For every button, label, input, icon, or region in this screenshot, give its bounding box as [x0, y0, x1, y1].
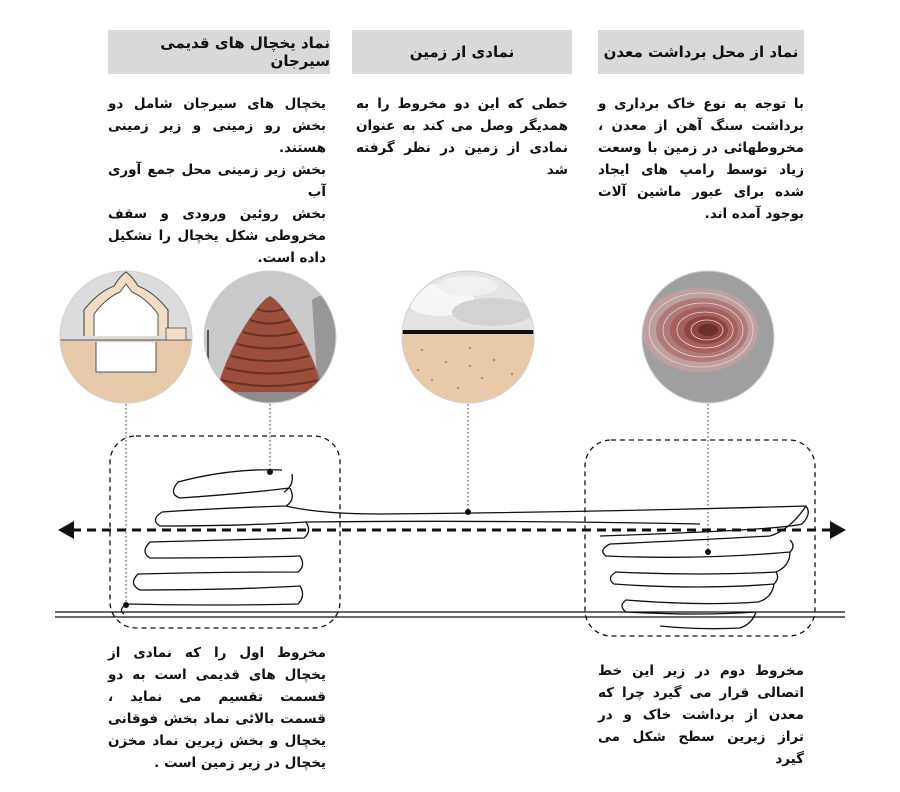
- text-right-top: با توجه به نوع خاک برداری و برداشت سنگ آهن از معدن ، مخروطهائی در زمین با وسعت زیاد توسط رامپ های ایجاد شده برای عبور ماشین آلات بوجود آمده اند.: [598, 96, 804, 222]
- left-cone-frame: [110, 436, 340, 628]
- header-middle-text: نمادی از زمین: [409, 43, 515, 61]
- right-cone-spiral: [603, 506, 806, 629]
- left-cone-spiral: [121, 470, 808, 614]
- text-left-top: یخچال های سیرجان شامل دو بخش رو زمینی و زیر زمینی هستند. بخش زیر زمینی محل جمع آوری آب بخش روئین ورودی و سقف مخروطی شکل یخچال را تشکیل داده است.: [108, 96, 326, 266]
- icehouse-photo-image: [200, 270, 340, 415]
- right-cone-frame: [585, 440, 815, 636]
- text-middle-top: خطی که این دو مخروط را به همدیگر وصل می کند به عنوان نمادی از زمین در نظر گرفته شد: [356, 96, 568, 178]
- header-left-text: نماد یخچال های قدیمی سیرجان: [160, 34, 330, 70]
- text-left-bottom: مخروط اول را که نمادی از یخچال های قدیمی است به دو قسمت تقسیم می نماید ، قسمت بالائی نماد بخش فوقانی یخچال و بخش زیرین نماد مخزن یخچال در زیر زمین است .: [108, 645, 326, 771]
- arrow-left-icon: [58, 521, 74, 539]
- right-cone-dot: [705, 549, 711, 555]
- earth-line-dot: [465, 509, 471, 515]
- header-right-text: نماد از محل برداشت معدن: [603, 43, 799, 61]
- arrow-right-icon: [830, 521, 846, 539]
- text-right-bottom: مخروط دوم در زیر این خط اتصالی قرار می گیرد چرا که معدن از برداشت خاک و در تراز زیرین سطح شکل می گیرد: [598, 663, 804, 767]
